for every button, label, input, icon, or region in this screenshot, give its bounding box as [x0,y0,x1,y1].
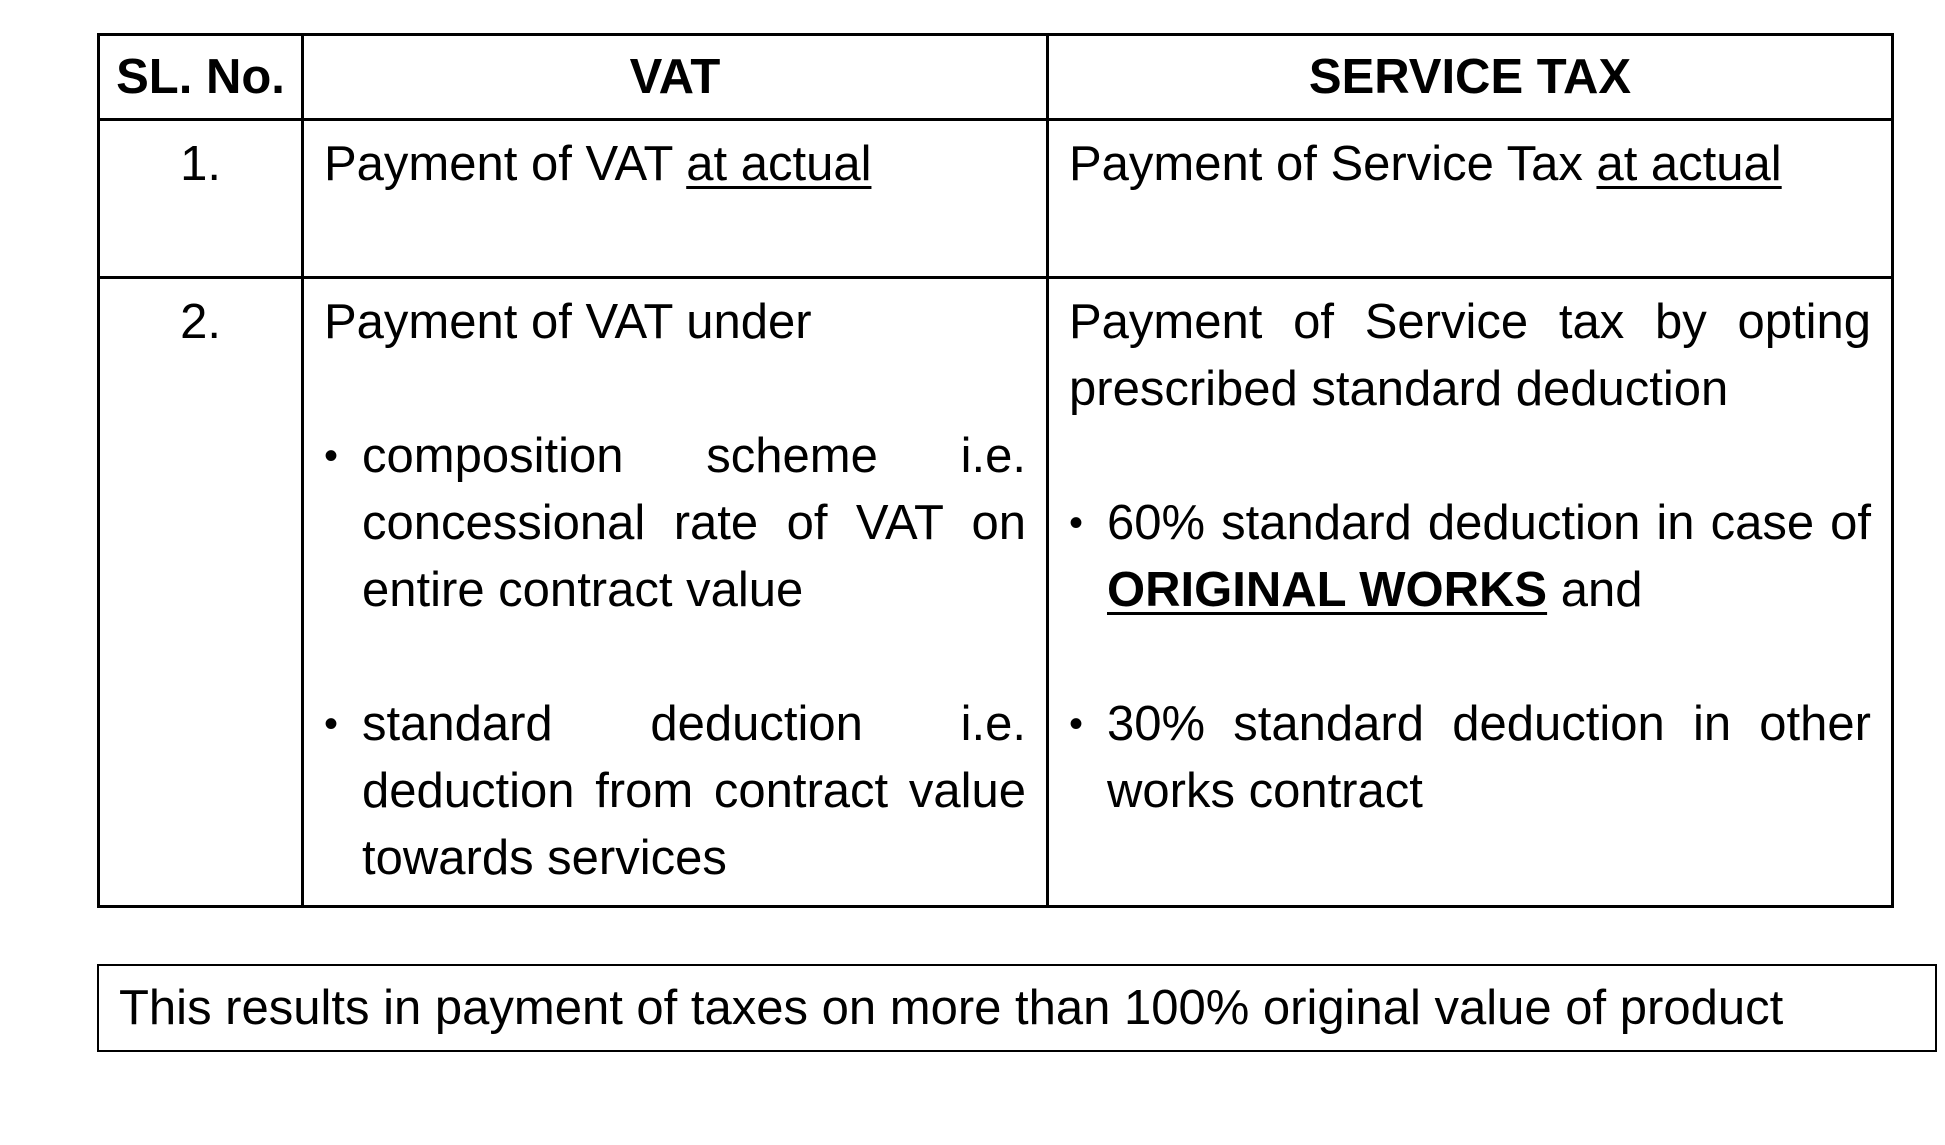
st-bullet1-emphasis: ORIGINAL WORKS [1107,563,1548,617]
conclusion-note: This results in payment of taxes on more than 100% original value of product [97,964,1937,1052]
list-item [1069,691,1871,825]
table-row [99,120,1893,278]
header-vat: VAT [303,35,1048,120]
st-bullet2: 30% standard deduction in other works contract [1107,697,1871,818]
table-header-row [99,35,1893,120]
row2-service-tax-cell [1048,278,1893,907]
row1-service-tax-text: Payment of Service Tax [1069,137,1597,191]
bullet-icon: • [1069,702,1084,746]
header-sl-no: SL. No. [99,35,303,120]
row1-service-tax-cell [1048,120,1893,278]
row2-vat-intro: Payment of VAT under [324,295,812,349]
st-bullet1-before: 60% standard deduction in case of [1107,496,1871,550]
row1-vat-text: Payment of VAT [324,137,687,191]
bullet-icon: • [1069,501,1084,545]
row2-vat-bullets [324,423,1026,892]
vat-bullet-standard-deduction: standard deduction i.e. deduction from contract value towards services [362,697,1026,885]
list-item [324,691,1026,892]
list-item [1069,490,1871,624]
row1-vat-underlined: at actual [686,137,872,191]
list-item [324,423,1026,624]
row2-vat-cell [303,278,1048,907]
row2-service-tax-intro: Payment of Service tax by opting prescribed standard deduction [1069,295,1871,416]
vat-vs-service-tax-table [97,33,1894,908]
table-row [99,278,1893,907]
st-bullet1-after: and [1547,563,1643,617]
row1-sl-no: 1. [99,120,303,278]
vat-bullet-composition: composition scheme i.e. concessional rate of VAT on entire contract value [362,429,1026,617]
row2-service-tax-bullets [1069,490,1871,825]
bullet-icon: • [324,434,339,478]
row1-vat-cell [303,120,1048,278]
bullet-icon: • [324,702,339,746]
row1-service-tax-underlined: at actual [1596,137,1782,191]
header-service-tax: SERVICE TAX [1048,35,1893,120]
row2-sl-no: 2. [99,278,303,907]
